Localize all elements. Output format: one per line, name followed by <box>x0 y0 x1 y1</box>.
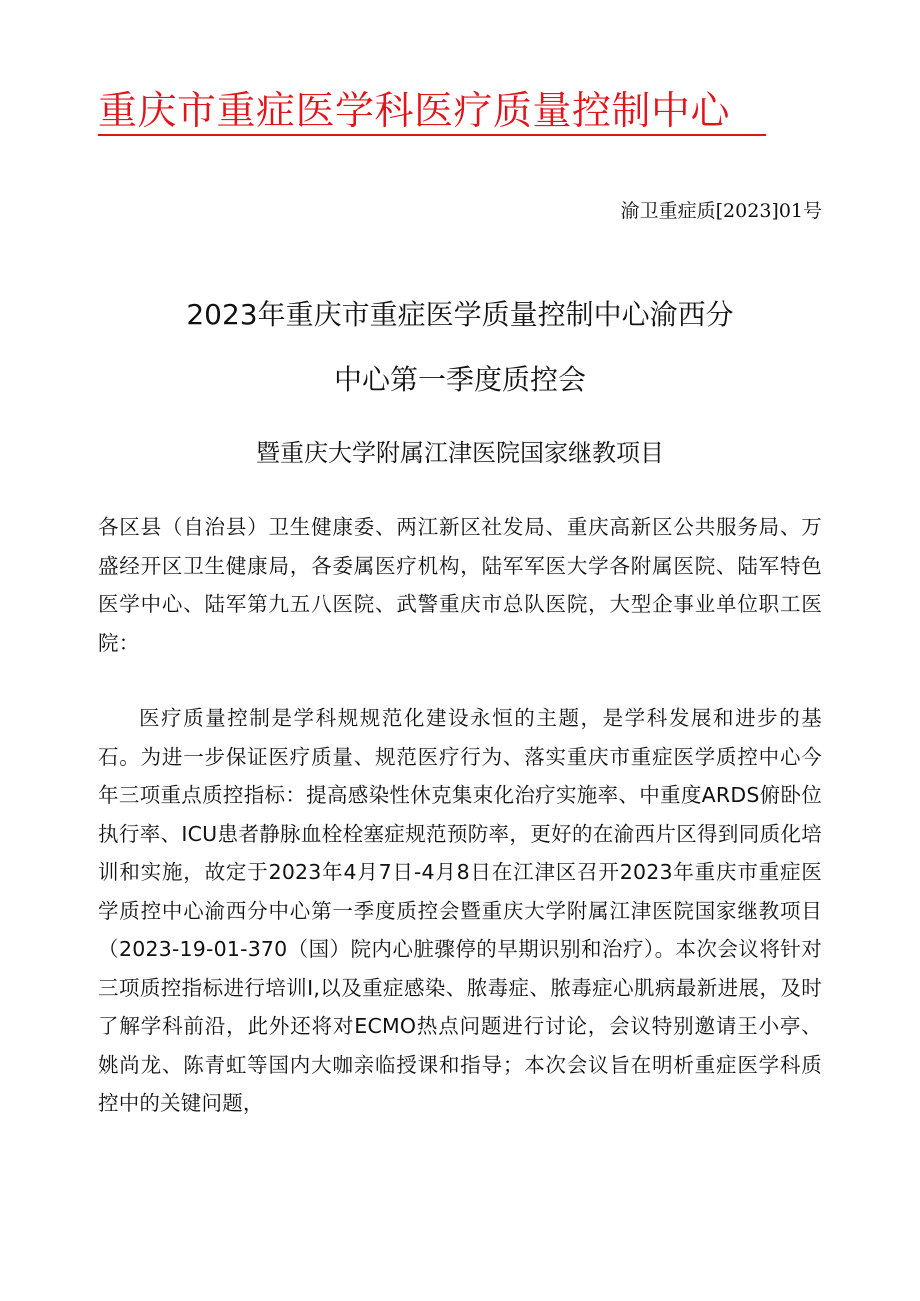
document-title-line-1: 2023年重庆市重症医学质量控制中心渝西分 <box>186 298 734 331</box>
document-number: 渝卫重症质[2023]01号 <box>620 200 822 222</box>
document-title-line-2: 中心第一季度质控会 <box>333 363 586 396</box>
salutation-paragraph: 各区县（自治县）卫生健康委、两江新区社发局、重庆高新区公共服务局、万盛经开区卫生健康局，各委属医疗机构，陆军军医大学各附属医院、陆军特色医学中心、陆军第九五八医院、武警重庆市总队医院，大型企事业单位职工医院： <box>98 515 822 655</box>
body-paragraph: 医疗质量控制是学科规规范化建设永恒的主题，是学科发展和进步的基石。为进一步保证医疗质量、规范医疗行为、落实重庆市重症医学质控中心今年三项重点质控指标：提高感染性休克集束化治疗实施率、中重度ARDS俯卧位执行率、ICU患者静脉血栓栓塞症规范预防率，更好的在渝西片区得到同质化培训和实施，故定于2023年4月7日-4月8日在江津区召开2023年重庆市重症医学质控中心渝西分中心第一季度质控会暨重庆大学附属江津医院国家继教项目（2023-19-01-370（国）院内心脏骤停的早期识别和治疗）。本次会议将针对三项质控指标进行培训I,以及重症感染、脓毒症、脓毒症心肌病最新进展，及时了解学科前沿，此外还将对ECMO热点问题进行讨论，会议特别邀请王小亭、姚尚龙、陈青虹等国内大咖亲临授课和指导；本次会议旨在明析重症医学科质控中的关键问题， <box>98 706 822 1115</box>
org-header-title: 重庆市重症医学科医疗质量控制中心 <box>98 89 731 134</box>
document-subtitle: 暨重庆大学附属江津医院国家继教项目 <box>256 439 664 467</box>
header-underline <box>98 134 766 136</box>
